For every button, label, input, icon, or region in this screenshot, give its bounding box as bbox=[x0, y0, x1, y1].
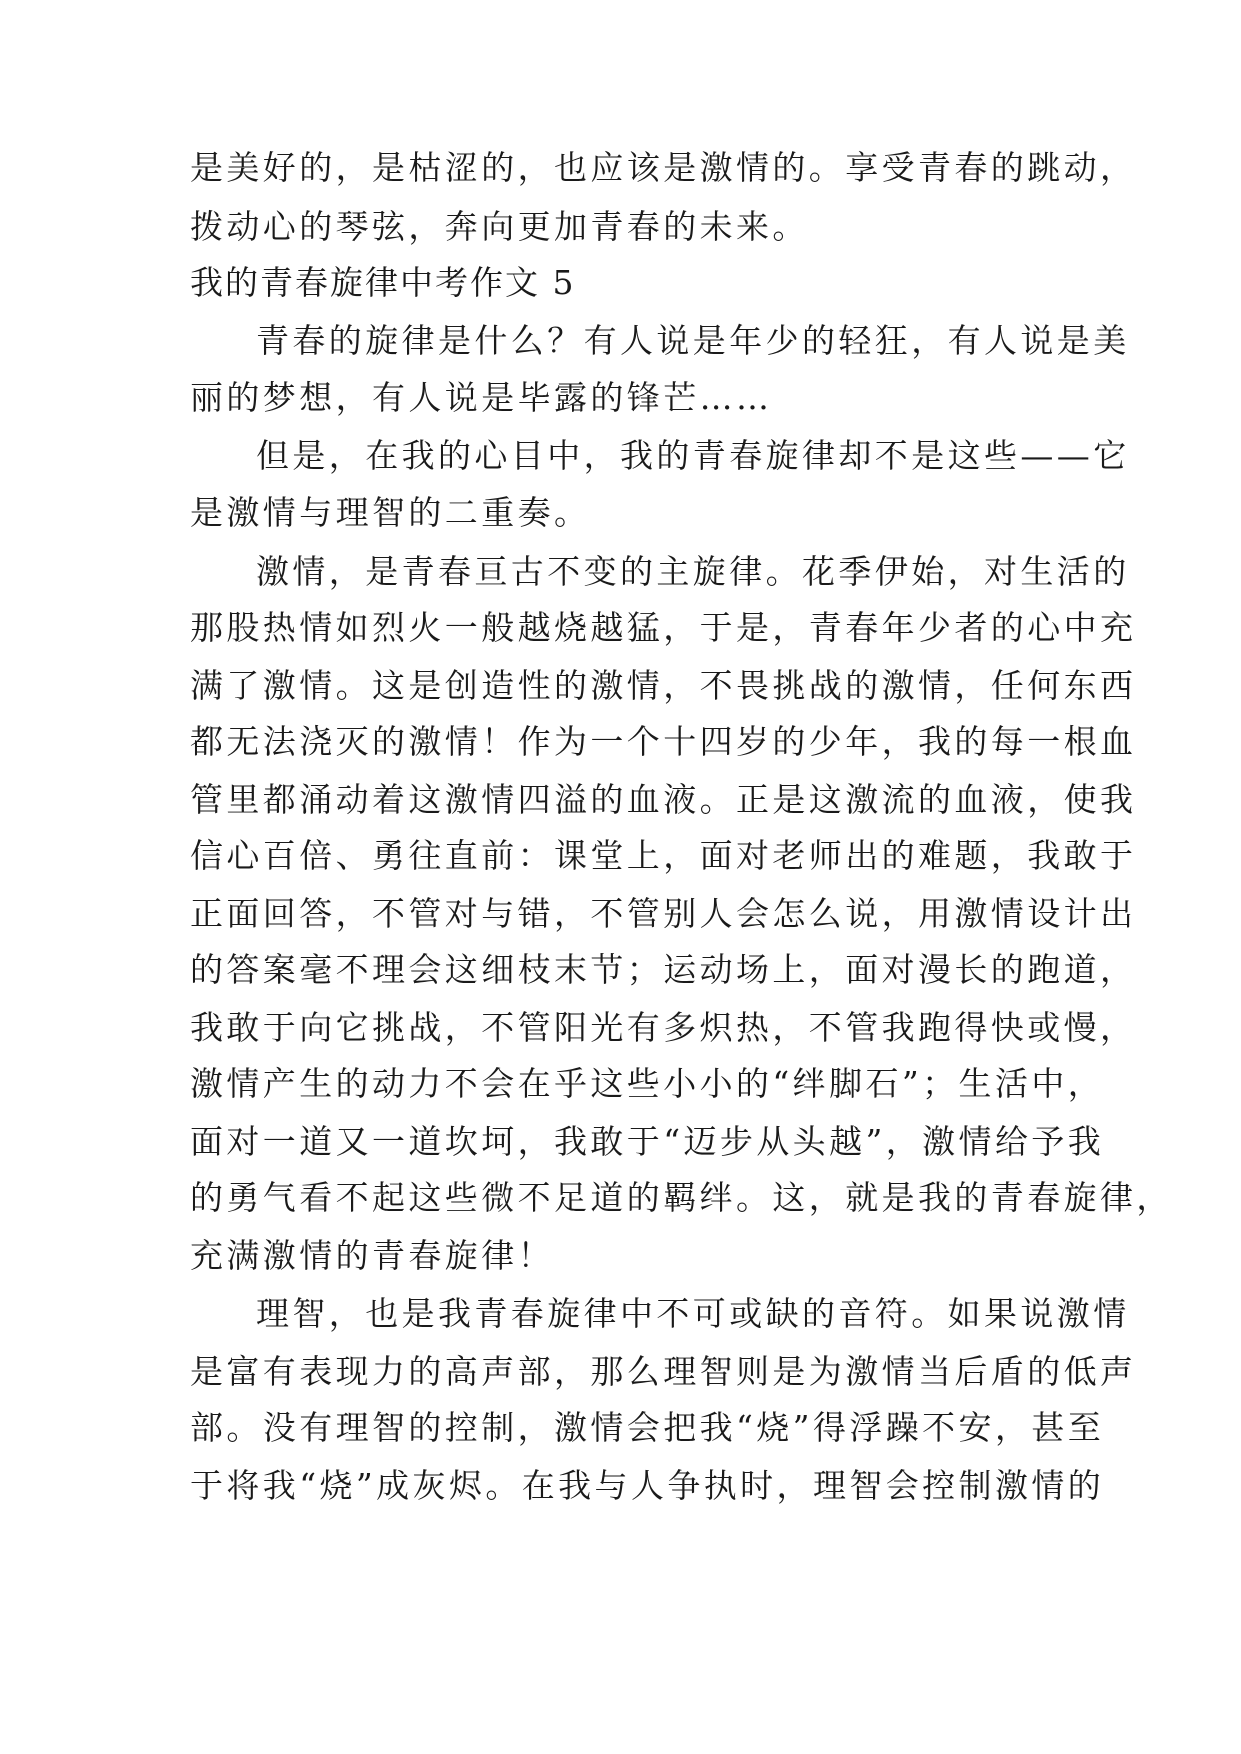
text-line-12: 管里都涌动着这激情四溢的血液。正是这激流的血液，使我 bbox=[190, 780, 1137, 819]
text-line-23: 部。没有理智的控制，激情会把我“烧”得浮躁不安，甚至 bbox=[190, 1408, 1105, 1447]
text-line-14: 正面回答，不管对与错，不管别人会怎么说，用激情设计出 bbox=[190, 894, 1137, 933]
text-line-4: 青春的旋律是什么？有人说是年少的轻狂，有人说是美 bbox=[256, 321, 1130, 360]
text-line-9: 那股热情如烈火一般越烧越猛，于是，青春年少者的心中充 bbox=[190, 608, 1137, 647]
text-line-22: 是富有表现力的高声部，那么理智则是为激情当后盾的低声 bbox=[190, 1352, 1137, 1391]
text-line-17: 激情产生的动力不会在乎这些小小的“绊脚石”；生活中， bbox=[190, 1064, 1105, 1103]
text-line-2: 拨动心的琴弦，奔向更加青春的未来。 bbox=[190, 207, 809, 246]
text-line-7: 是激情与理智的二重奏。 bbox=[190, 493, 591, 532]
text-line-6: 但是，在我的心目中，我的青春旋律却不是这些——它 bbox=[256, 436, 1130, 475]
text-line-8: 激情，是青春亘古不变的主旋律。花季伊始，对生活的 bbox=[256, 552, 1130, 591]
text-line-11: 都无法浇灭的激情！作为一个十四岁的少年，我的每一根血 bbox=[190, 722, 1137, 761]
text-line-24: 于将我“烧”成灰烬。在我与人争执时，理智会控制激情的 bbox=[190, 1466, 1105, 1505]
text-line-13: 信心百倍、勇往直前：课堂上，面对老师出的难题，我敢于 bbox=[190, 836, 1137, 875]
text-line-1: 是美好的，是枯涩的，也应该是激情的。享受青春的跳动， bbox=[190, 148, 1137, 187]
text-line-10: 满了激情。这是创造性的激情，不畏挑战的激情，任何东西 bbox=[190, 666, 1137, 705]
text-line-15: 的答案毫不理会这细枝末节；运动场上，面对漫长的跑道， bbox=[190, 950, 1137, 989]
text-line-5: 丽的梦想，有人说是毕露的锋芒…… bbox=[190, 378, 773, 417]
text-line-20: 充满激情的青春旋律！ bbox=[190, 1236, 554, 1275]
text-line-16: 我敢于向它挑战，不管阳光有多炽热，不管我跑得快或慢， bbox=[190, 1008, 1137, 1047]
text-line-21: 理智，也是我青春旋律中不可或缺的音符。如果说激情 bbox=[256, 1294, 1130, 1333]
section-heading: 我的青春旋律中考作文 5 bbox=[190, 263, 576, 302]
text-line-19: 的勇气看不起这些微不足道的羁绊。这，就是我的青春旋律， bbox=[190, 1178, 1173, 1217]
text-line-18: 面对一道又一道坎坷，我敢于“迈步从头越”，激情给予我 bbox=[190, 1122, 1105, 1161]
